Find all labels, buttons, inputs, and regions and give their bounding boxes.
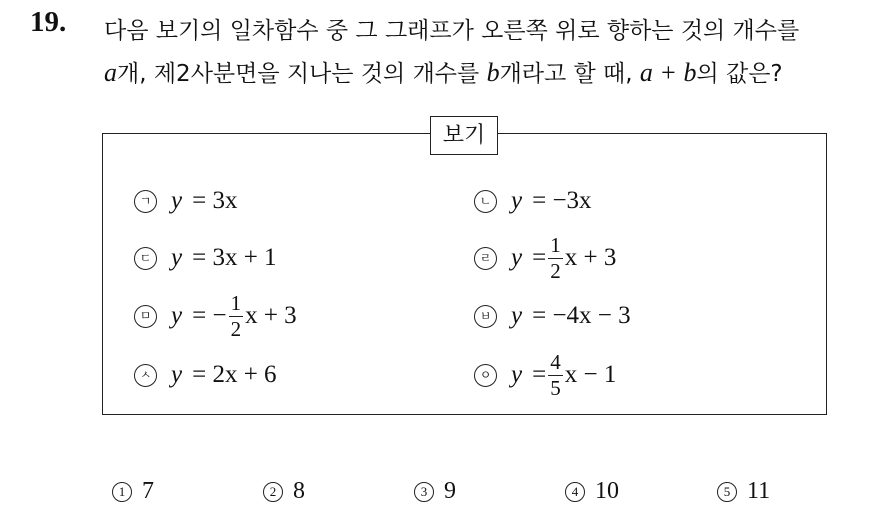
choice-number: 4 xyxy=(565,482,585,502)
fraction-denominator: 2 xyxy=(230,316,242,341)
example-item-rieul xyxy=(474,232,617,283)
equation xyxy=(511,349,617,400)
equation xyxy=(171,244,277,272)
equation-rhs: = 3x xyxy=(192,187,238,214)
circled-marker: ㅅ xyxy=(134,364,157,387)
choice-number: 5 xyxy=(717,482,737,502)
fraction-denominator: 5 xyxy=(550,375,561,400)
variable-y: y xyxy=(511,244,523,271)
equation-rhs-prefix: = xyxy=(532,361,547,388)
equation-rhs-suffix: x + 3 xyxy=(245,302,297,329)
choice-number: 3 xyxy=(414,482,434,502)
equation-rhs-prefix: = xyxy=(532,244,547,271)
equation-rhs: = −4x − 3 xyxy=(532,302,631,329)
equation xyxy=(171,187,237,215)
answer-choice-5[interactable] xyxy=(717,478,770,505)
equation xyxy=(511,232,617,283)
equation xyxy=(511,302,631,330)
equation-rhs: = 3x + 1 xyxy=(192,244,277,271)
answer-choices xyxy=(0,478,884,508)
fraction-numerator: 1 xyxy=(550,232,561,257)
variable-y: y xyxy=(511,361,523,388)
expression-a-plus-b: a + b xyxy=(639,58,697,87)
circled-marker: ㅂ xyxy=(474,305,497,328)
fraction xyxy=(229,290,244,341)
choice-value: 7 xyxy=(142,478,154,504)
equation xyxy=(171,361,277,389)
question-text-segment: 개라고 할 때, xyxy=(499,61,633,87)
choice-value: 9 xyxy=(444,478,456,504)
fraction-denominator: 2 xyxy=(550,258,561,283)
variable-y: y xyxy=(171,361,183,388)
variable-y: y xyxy=(171,187,183,214)
example-item-siot xyxy=(134,355,277,395)
circled-marker: ㅁ xyxy=(134,305,157,328)
equation xyxy=(171,290,297,341)
choice-value: 10 xyxy=(595,478,619,504)
question-text-segment: 의 값은? xyxy=(696,61,783,87)
question-text-line-2 xyxy=(104,55,783,88)
example-item-digeut xyxy=(134,238,277,278)
question-number: 19. xyxy=(30,6,67,38)
variable-y: y xyxy=(171,244,183,271)
circled-marker: ㅇ xyxy=(474,364,497,387)
answer-choice-4[interactable] xyxy=(565,478,619,505)
example-item-nieun xyxy=(474,181,592,221)
example-item-ieung xyxy=(474,349,617,400)
example-item-mieum xyxy=(134,290,297,341)
circled-marker: ㄱ xyxy=(134,190,157,213)
variable-y: y xyxy=(511,187,523,214)
equation-rhs-suffix: x − 1 xyxy=(564,361,617,388)
circled-marker: ㄷ xyxy=(134,247,157,270)
variable-y: y xyxy=(171,302,183,329)
variable-b: b xyxy=(486,58,500,87)
fraction-numerator: 1 xyxy=(230,290,242,315)
example-item-bieup xyxy=(474,296,631,336)
answer-choice-1[interactable] xyxy=(112,478,154,505)
equation xyxy=(511,187,592,215)
fraction xyxy=(548,232,563,283)
fraction xyxy=(548,349,563,400)
question-text-line-1: 다음 보기의 일차함수 중 그 그래프가 오른쪽 위로 향하는 것의 개수를 xyxy=(104,18,800,44)
answer-choice-3[interactable] xyxy=(414,478,456,505)
question-text-segment: 개, 제2사분면을 지나는 것의 개수를 xyxy=(117,61,480,87)
circled-marker: ㄴ xyxy=(474,190,497,213)
fraction-numerator: 4 xyxy=(550,349,561,374)
circled-marker: ㄹ xyxy=(474,247,497,270)
example-item-giyeok xyxy=(134,181,237,221)
choice-value: 11 xyxy=(747,478,771,504)
answer-choice-2[interactable] xyxy=(263,478,305,505)
choice-value: 8 xyxy=(293,478,305,504)
variable-a: a xyxy=(104,58,117,87)
choice-number: 1 xyxy=(112,482,132,502)
examples-box-title: 보기 xyxy=(430,116,498,155)
equation-rhs: = −3x xyxy=(532,187,592,214)
choice-number: 2 xyxy=(263,482,283,502)
equation-rhs-suffix: x + 3 xyxy=(564,244,617,271)
variable-y: y xyxy=(511,302,523,329)
equation-rhs: = 2x + 6 xyxy=(192,361,277,388)
equation-rhs-prefix: = − xyxy=(192,302,227,329)
